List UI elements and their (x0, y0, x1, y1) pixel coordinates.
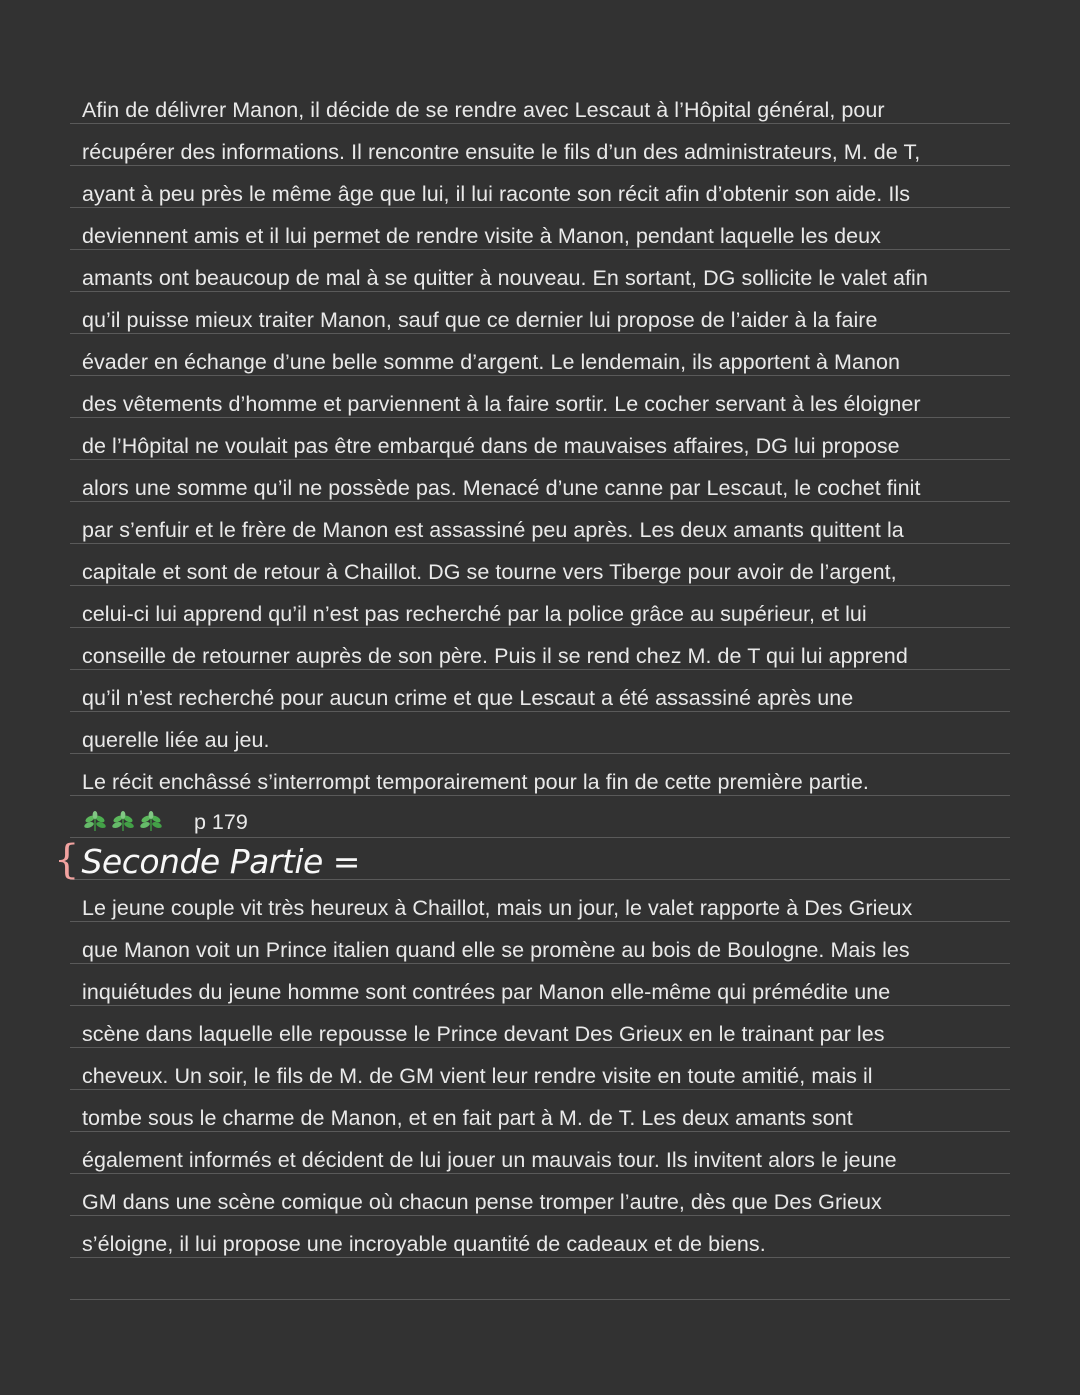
text-line: Le récit enchâssé s’interrompt temporairement pour la fin de cette première partie. (82, 770, 869, 794)
ruled-line (70, 627, 1010, 628)
leaf-icon (82, 811, 108, 833)
ruled-line (70, 795, 1010, 796)
leaf-icon (138, 811, 164, 833)
ruled-line (70, 921, 1010, 922)
ruled-line (70, 1005, 1010, 1006)
ruled-line (70, 207, 1010, 208)
ruled-line (70, 1173, 1010, 1174)
text-line: alors une somme qu’il ne possède pas. Menacé d’une canne par Lescaut, le cochet finit (82, 476, 921, 500)
ruled-line (70, 585, 1010, 586)
ruled-line (70, 123, 1010, 124)
ruled-line (70, 501, 1010, 502)
text-line: des vêtements d’homme et parviennent à la faire sortir. Le cocher servant à les éloigner (82, 392, 921, 416)
text-line: GM dans une scène comique où chacun pense tromper l’autre, dès que Des Grieux (82, 1190, 882, 1214)
text-line: évader en échange d’une belle somme d’argent. Le lendemain, ils apportent à Manon (82, 350, 901, 374)
text-line: par s’enfuir et le frère de Manon est assassiné peu après. Les deux amants quittent la (82, 518, 904, 542)
ruled-line (70, 375, 1010, 376)
text-line: de l’Hôpital ne voulait pas être embarqué dans de mauvaises affaires, DG lui propose (82, 434, 900, 458)
text-line: amants ont beaucoup de mal à se quitter à nouveau. En sortant, DG sollicite le valet afin (82, 266, 928, 290)
text-line: cheveux. Un soir, le fils de M. de GM vient leur rendre visite en toute amitié, mais il (82, 1064, 873, 1088)
ruled-line (70, 963, 1010, 964)
ruled-line (70, 711, 1010, 712)
ruled-line (70, 1257, 1010, 1258)
text-line: que Manon voit un Prince italien quand elle se promène au bois de Boulogne. Mais les (82, 938, 910, 962)
heading-brace: { (54, 837, 80, 883)
text-line: deviennent amis et il lui permet de rendre visite à Manon, pendant laquelle les deux (82, 224, 881, 248)
section-heading (54, 838, 360, 884)
ruled-line (70, 417, 1010, 418)
text-line: également informés et décident de lui jouer un mauvais tour. Ils invitent alors le jeune (82, 1148, 897, 1172)
text-line: s’éloigne, il lui propose une incroyable quantité de cadeaux et de biens. (82, 1232, 766, 1256)
text-line: qu’il puisse mieux traiter Manon, sauf que ce dernier lui propose de l’aider à la faire (82, 308, 878, 332)
ruled-line (70, 1047, 1010, 1048)
ruled-line (70, 459, 1010, 460)
text-line: querelle liée au jeu. (82, 728, 270, 752)
ruled-line (70, 1215, 1010, 1216)
ruled-line (70, 165, 1010, 166)
ruled-line (70, 1089, 1010, 1090)
ruled-line (70, 1131, 1010, 1132)
heading-text: Seconde Partie = (81, 841, 360, 881)
text-line: qu’il n’est recherché pour aucun crime et que Lescaut a été assassiné après une (82, 686, 854, 710)
page-reference: p 179 (194, 809, 248, 834)
leaf-decoration (82, 811, 164, 833)
text-line: Afin de délivrer Manon, il décide de se rendre avec Lescaut à l’Hôpital général, pour (82, 98, 885, 122)
ruled-line (70, 333, 1010, 334)
page-reference-row (82, 808, 248, 836)
ruled-line (70, 291, 1010, 292)
text-line: conseille de retourner auprès de son père. Puis il se rend chez M. de T qui lui apprend (82, 644, 908, 668)
text-line: celui-ci lui apprend qu’il n’est pas recherché par la police grâce au supérieur, et lui (82, 602, 867, 626)
leaf-icon (110, 811, 136, 833)
ruled-line (70, 1299, 1010, 1300)
ruled-line (70, 249, 1010, 250)
text-line: ayant à peu près le même âge que lui, il lui raconte son récit afin d’obtenir son aide. Ils (82, 182, 910, 206)
ruled-line (70, 753, 1010, 754)
text-line: Le jeune couple vit très heureux à Chaillot, mais un jour, le valet rapporte à Des Grieux (82, 896, 913, 920)
text-line: tombe sous le charme de Manon, et en fait part à M. de T. Les deux amants sont (82, 1106, 853, 1130)
text-line: scène dans laquelle elle repousse le Prince devant Des Grieux en le trainant par les (82, 1022, 885, 1046)
text-line: récupérer des informations. Il rencontre ensuite le fils d’un des administrateurs, M. de T, (82, 140, 921, 164)
ruled-line (70, 543, 1010, 544)
text-line: capitale et sont de retour à Chaillot. DG se tourne vers Tiberge pour avoir de l’argent, (82, 560, 897, 584)
text-line: inquiétudes du jeune homme sont contrées par Manon elle-même qui prémédite une (82, 980, 891, 1004)
ruled-line (70, 669, 1010, 670)
